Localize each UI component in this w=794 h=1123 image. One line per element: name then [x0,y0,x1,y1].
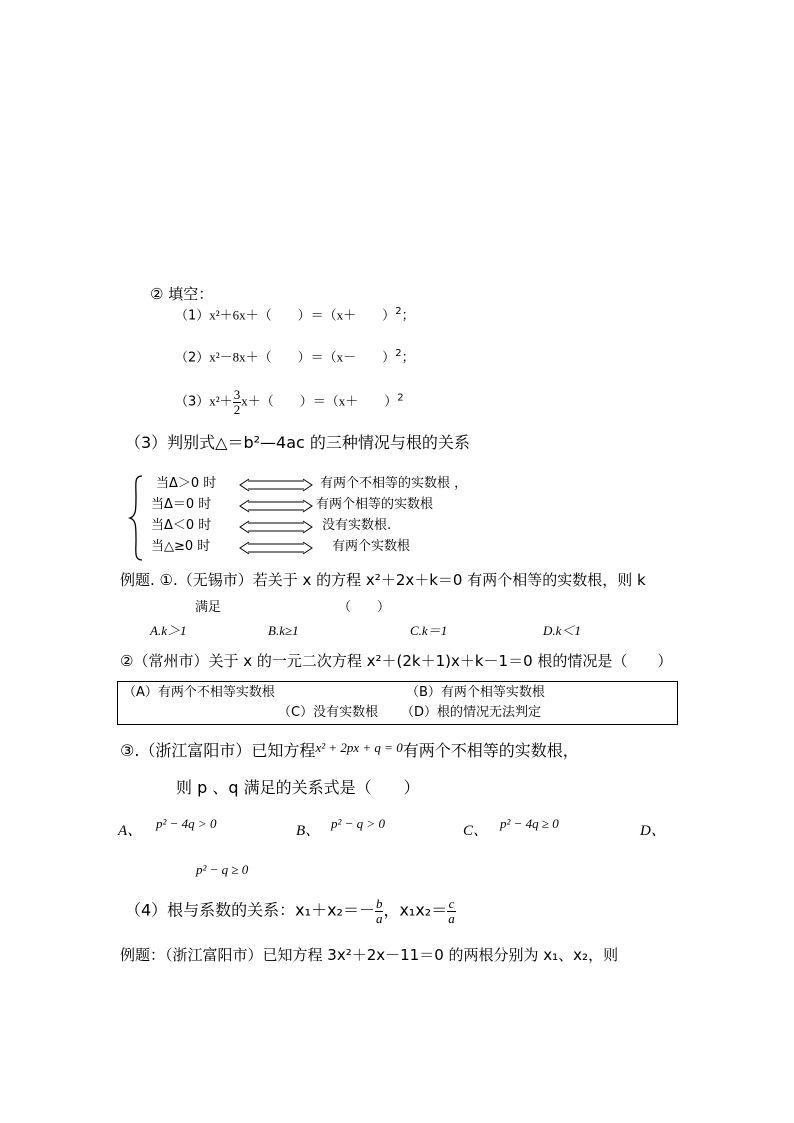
example3-stem: ③.（浙江富阳市）已知方程$^{x^2 + 2px + q = 0}$有两个不相等的实数根， [120,740,579,760]
example1-blank: （ ） [338,600,391,615]
example1-stem-cont: 满足 [195,600,222,615]
example3-line2: 则 p 、q 满足的关系式是（ ） [176,778,420,797]
example2-choice-c: （C）没有实数根 [278,705,379,720]
double-arrow-icon [238,541,314,555]
double-arrow-icon [238,478,314,492]
example2-choice-a: （A）有两个不相等实数根 [123,685,275,700]
example3-choice-c-label: C、 [463,823,489,839]
example3-choice-b-label: B、 [296,823,321,839]
example1-choice-c: C.k＝1 [410,623,448,638]
example3-choice-d-expr: p² − q ≥ 0 [196,862,249,877]
example1-choice-b: B.k≥1 [268,623,299,638]
example3-choice-d-label: D、 [640,823,666,839]
fill-heading: ② 填空： [150,285,214,303]
example3-choice-a-expr: p² − 4q > 0 [156,816,217,831]
example1-choice-a: A.k＞1 [150,623,187,638]
case-cond-2: 当Δ＝0 时 [151,497,212,512]
example3-choice-a-label: A、 [118,823,143,839]
vieta-heading: （4）根与系数的关系：x₁＋x₂＝－ $\frac{b}{a}$ ，x₁x₂＝ $\frac{c}{a}$ [125,896,455,926]
discriminant-heading: （3）判别式△＝b²—4ac 的三种情况与根的关系 [125,433,470,452]
fill-item-3: （3）x²＋ $\frac{3}{2}$ x＋（ ）＝（x＋ ）$^2$ [175,387,404,417]
case-cond-3: 当Δ＜0 时 [151,518,212,533]
example4-stem: 例题：（浙江富阳市）已知方程 3x²＋2x－11＝0 的两根分别为 x₁、x₂，则 [120,946,619,964]
case-result-2: 有两个相等的实数根 [316,497,434,512]
example2-choice-d: （D）根的情况无法判定 [401,705,542,720]
case-result-4: 有两个实数根 [332,539,411,554]
example2-stem: ②（常州市）关于 x 的一元二次方程 x²＋(2k＋1)x＋k－1＝0 根的情况是（ ） [120,652,673,670]
left-brace-icon [128,474,146,562]
example2-choices-box [117,681,678,725]
fraction-3-over-2: $\frac{3}{2}$ [233,387,241,417]
fraction-b-over-a: $\frac{b}{a}$ [375,896,383,926]
case-cond-1: 当Δ＞0 时 [156,476,217,491]
fill-item-2: （2）x²－8x＋（ ）＝（x－ ）$^2$； [175,348,415,366]
double-arrow-icon [238,499,314,513]
double-arrow-icon [238,520,314,534]
case-cond-4: 当△≥0 时 [151,539,211,554]
fraction-c-over-a: $\frac{c}{a}$ [448,896,455,926]
example2-choice-b: （B）有两个相等实数根 [406,685,545,700]
example1-choice-d: D.k＜1 [543,623,581,638]
case-result-3: 没有实数根. [322,518,392,533]
fill-item-1: （1）x²＋6x＋（ ）＝（x＋ ）$^2$； [175,306,415,324]
example3-choice-b-expr: p² − q > 0 [331,816,385,831]
example3-choice-c-expr: p² − 4q ≥ 0 [500,816,559,831]
case-result-1: 有两个不相等的实数根 ， [320,476,468,491]
example1-stem: 例题. ①.（无锡市）若关于 x 的方程 x²＋2x＋k＝0 有两个相等的实数根，则 k [120,571,646,589]
